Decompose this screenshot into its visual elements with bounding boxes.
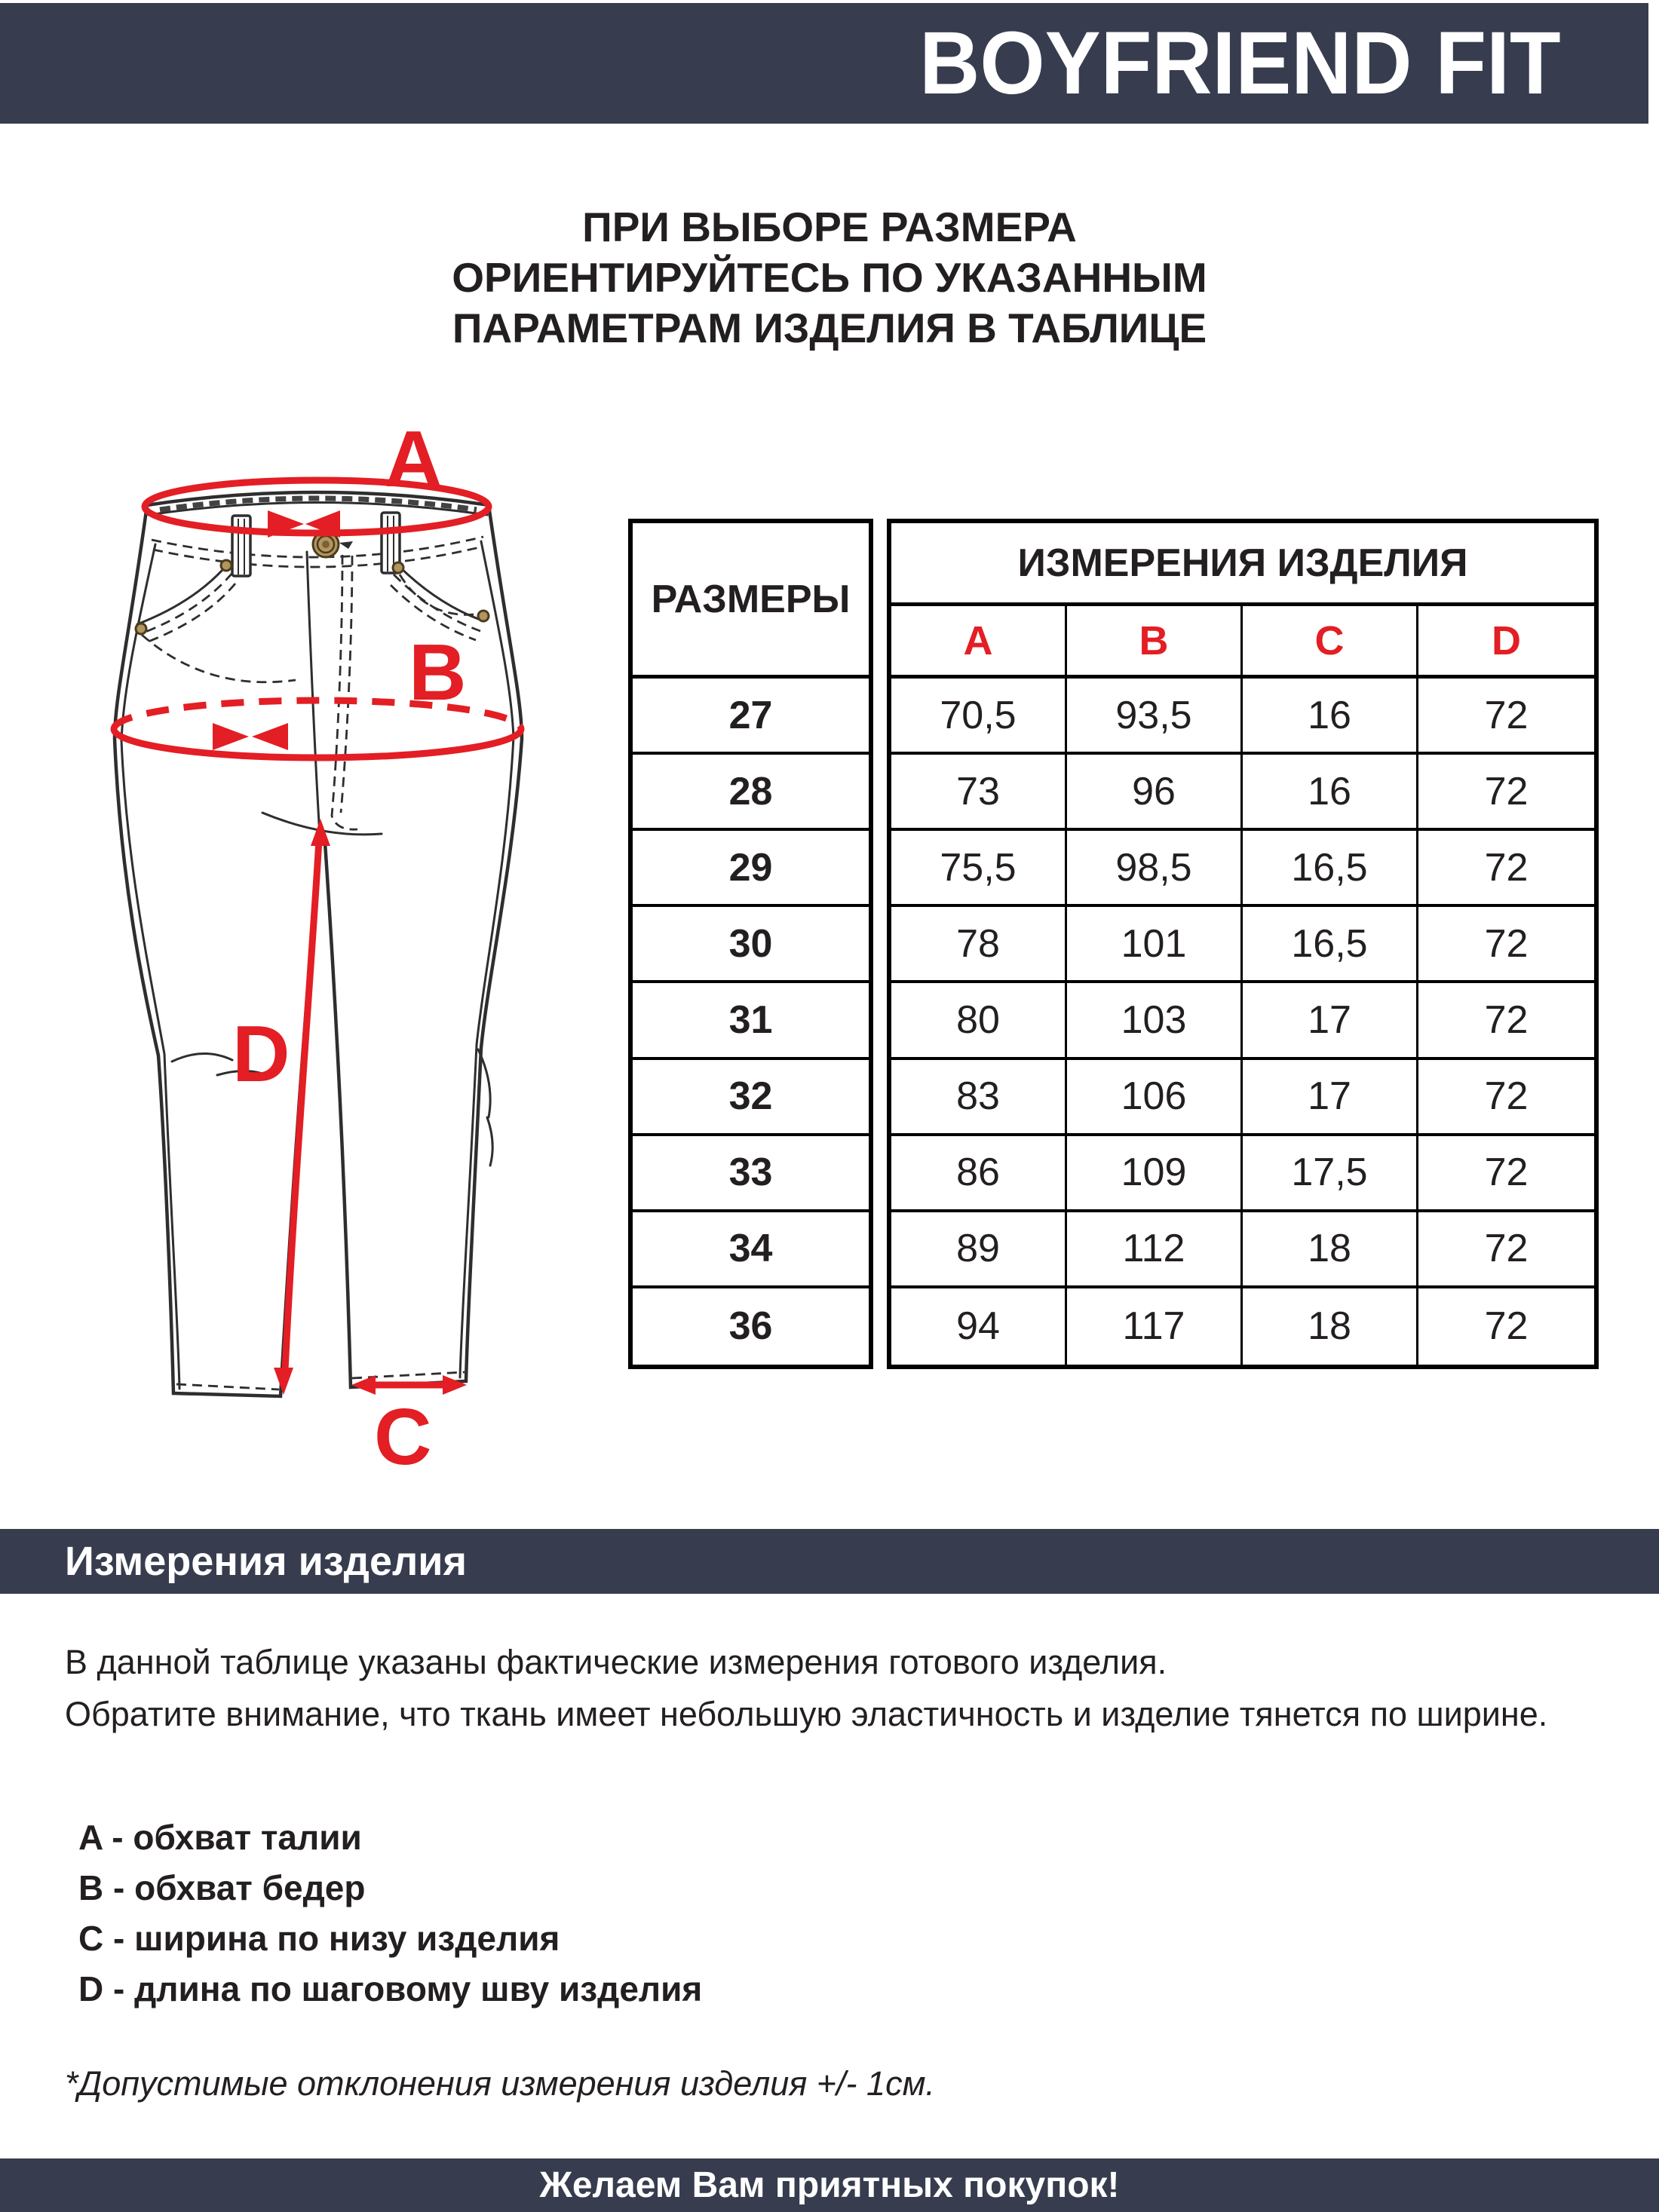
size-value: 27: [633, 679, 869, 755]
measure-value: 72: [1484, 1304, 1529, 1349]
legend-item-d: D - длина по шаговому шву изделия: [78, 1969, 703, 2008]
measure-value: 72: [1418, 983, 1594, 1059]
measurement-legend: [78, 1812, 702, 2014]
intro-heading: [0, 202, 1659, 354]
measure-value: 17: [1243, 983, 1418, 1059]
measurements-table-header: ИЗМЕРЕНИЯ ИЗДЕЛИЯ: [891, 523, 1594, 606]
measure-value: 112: [1067, 1212, 1243, 1288]
measure-value: 98,5: [1067, 831, 1243, 907]
page-title: BOYFRIEND FIT: [919, 14, 1561, 113]
legend-item-b: B - обхват бедер: [78, 1868, 366, 1907]
measure-value: 18: [1243, 1288, 1418, 1365]
header-bar: [0, 3, 1648, 124]
measure-value: 16,5: [1243, 907, 1418, 983]
measure-value: 73: [891, 755, 1067, 831]
size-value: 34: [633, 1212, 869, 1288]
measure-value: 103: [1067, 983, 1243, 1059]
intro-line-1: ПРИ ВЫБОРЕ РАЗМЕРА: [582, 204, 1077, 250]
measure-value: 106: [1067, 1060, 1243, 1136]
measure-value: 109: [1067, 1136, 1243, 1212]
measure-value: 72: [1418, 755, 1594, 831]
column-header-b: B: [1067, 606, 1243, 679]
measure-value: 89: [891, 1212, 1067, 1288]
label-a: A: [385, 415, 443, 504]
hip-measure-b: [114, 628, 521, 758]
measure-value: 101: [1067, 907, 1243, 983]
jeans-technical-drawing: [45, 415, 618, 1523]
section-title-bar: [0, 1529, 1659, 1594]
fly-seam: [307, 552, 320, 835]
note-paragraph: Обратите внимание, что ткань имеет небольшую эластичность и изделие тянется по ширине.: [65, 1695, 1548, 1733]
measure-value: 80: [891, 983, 1067, 1059]
label-c: C: [374, 1392, 432, 1481]
intro-line-3: ПАРАМЕТРАМ ИЗДЕЛИЯ В ТАБЛИЦЕ: [452, 305, 1207, 351]
measure-value: 17,5: [1243, 1136, 1418, 1212]
measure-value: 94: [891, 1288, 1067, 1365]
size-value: 28: [633, 755, 869, 831]
measure-value: 72: [1418, 679, 1594, 755]
size-value: 30: [633, 907, 869, 983]
footer-bar: [0, 2158, 1659, 2212]
column-header-d: D: [1418, 606, 1594, 679]
measure-value: 16,5: [1243, 831, 1418, 907]
sizes-table-header: РАЗМЕРЫ: [633, 523, 869, 679]
measurements-table: [887, 519, 1599, 1369]
measure-value: 96: [1067, 755, 1243, 831]
size-value: 33: [633, 1136, 869, 1212]
measure-value: 72: [1418, 1136, 1594, 1212]
measure-value: 72: [1418, 907, 1594, 983]
column-header-c: C: [1243, 606, 1418, 679]
measure-value: 72: [1418, 831, 1594, 907]
legend-item-c: C - ширина по низу изделия: [78, 1919, 560, 1958]
size-value: 36: [728, 1304, 773, 1349]
notes-block: [65, 1641, 1618, 1736]
tolerance-footnote: *Допустимые отклонения измерения изделия +/- 1см.: [65, 2064, 935, 2103]
measure-value: 72: [1418, 1060, 1594, 1136]
right-pocket: [397, 564, 484, 621]
measure-value: 86: [891, 1136, 1067, 1212]
waist-measure-a: [145, 415, 489, 538]
measure-value: 70,5: [891, 679, 1067, 755]
measure-value: 72: [1418, 1212, 1594, 1288]
intro-line-2: ОРИЕНТИРУЙТЕСЬ ПО УКАЗАННЫМ: [452, 254, 1207, 301]
label-d: D: [232, 1009, 290, 1098]
column-header-a: A: [891, 606, 1067, 679]
measure-value: 16: [1243, 679, 1418, 755]
measure-value: 17: [1243, 1060, 1418, 1136]
measure-value: 93,5: [1067, 679, 1243, 755]
footer-message: Желаем Вам приятных покупок!: [539, 2165, 1120, 2205]
size-value: 31: [633, 983, 869, 1059]
measure-value: 83: [891, 1060, 1067, 1136]
legend-item-a: A - обхват талии: [78, 1818, 362, 1857]
note-paragraph: В данной таблице указаны фактические измерения готового изделия.: [65, 1643, 1167, 1681]
sizes-table: [628, 519, 873, 1369]
section-title: Измерения изделия: [65, 1539, 467, 1584]
inseam-measure-d: [232, 819, 330, 1395]
size-value: 32: [633, 1060, 869, 1136]
hem-width-measure-c: [351, 1375, 467, 1481]
left-pocket: [137, 562, 229, 624]
size-value: 29: [633, 831, 869, 907]
measure-value: 18: [1243, 1212, 1418, 1288]
measure-value: 75,5: [891, 831, 1067, 907]
label-b: B: [409, 628, 467, 717]
measure-value: 16: [1243, 755, 1418, 831]
measure-value: 78: [891, 907, 1067, 983]
measure-value: 117: [1067, 1288, 1243, 1365]
